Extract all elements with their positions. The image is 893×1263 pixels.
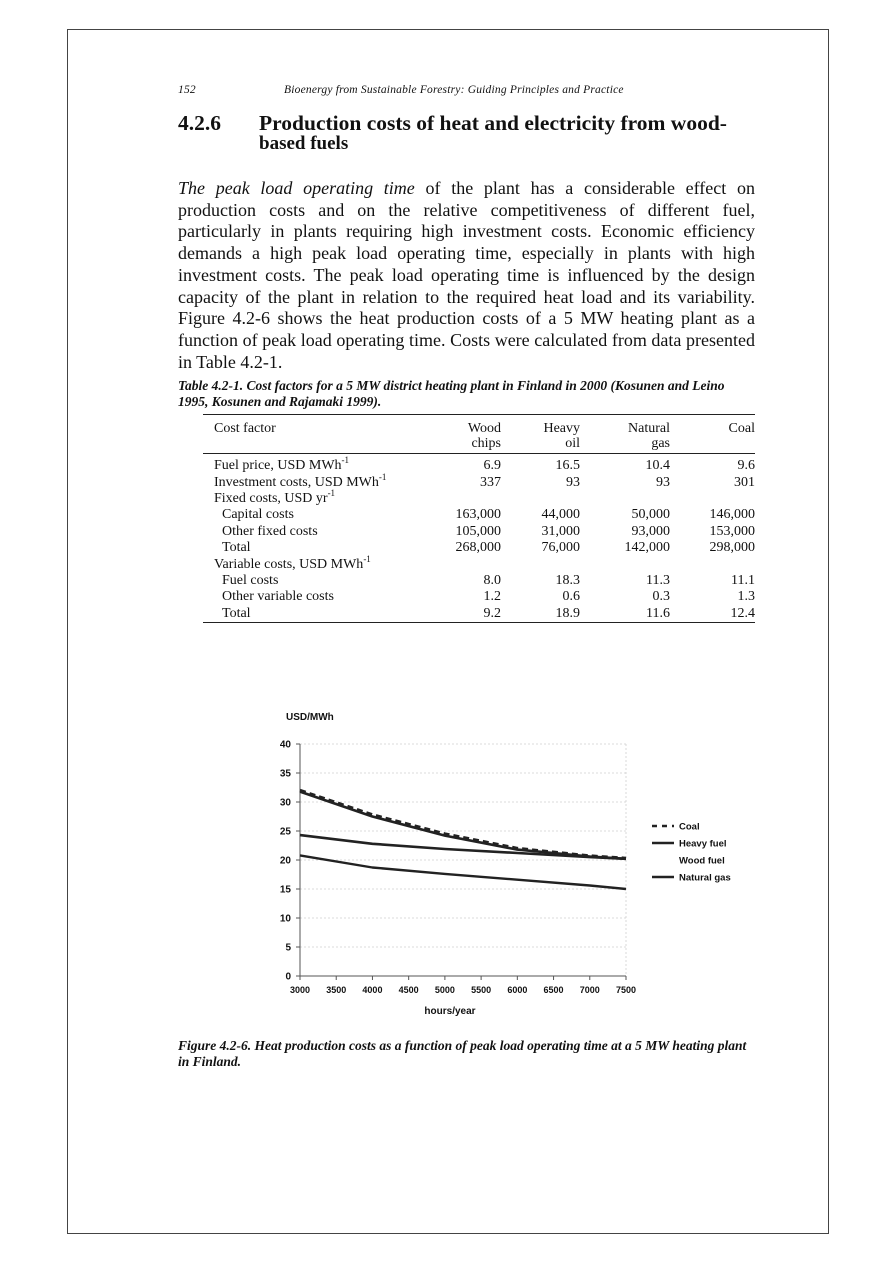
cost-factor-table (203, 414, 755, 623)
table-row: Total 268,000 76,000 142,000 298,000 (222, 540, 755, 556)
y-tick-label: 15 (279, 884, 291, 896)
header-heavy-oil: Heavy oil (501, 415, 580, 454)
x-tick-label: 3500 (326, 985, 347, 995)
table-row: Fixed costs, USD $yr^{-1}$ (214, 487, 336, 506)
y-axis-label: USD/MWh (286, 712, 334, 723)
y-tick-label: 5 (285, 942, 291, 954)
x-tick-label: 3000 (289, 985, 311, 995)
y-tick-label: 20 (279, 855, 291, 867)
table-row: Investment costs, USD MWh$^{-1}$ 337 93 93 301 (214, 471, 755, 490)
header-cost-factor: Cost factor (203, 415, 411, 454)
header-coal: Coal (670, 415, 755, 454)
x-tick-label: 4000 (362, 985, 383, 995)
table-row: Other variable costs 1.2 0.6 0.3 1.3 (222, 589, 755, 605)
y-tick-label: 25 (279, 826, 291, 838)
x-tick-label: 6000 (507, 985, 528, 995)
section-title (259, 113, 779, 154)
paragraph-text: of the plant has a considerable effect on production costs and on the relative competitiveness of different fuel, particularly in plants requiring high investment costs. Economic efficiency demands a high peak load operating time, especially in plants with high investment costs. The peak load operating time is influenced by the design capacity of the plant in relation to the required heat load and its variability. Figure 4.2-6 shows the heat production costs of a 5 MW heating plant as a function of peak load operating time. Costs were calculated from data presented in Table 4.2-1. (178, 178, 755, 372)
series-line-coal (300, 790, 626, 858)
page-number: 152 (178, 84, 196, 96)
header-natural-gas: Natural gas (580, 415, 670, 454)
y-tick-label: 10 (279, 913, 291, 925)
table-row: Other fixed costs 105,000 31,000 93,000 153,000 (222, 523, 755, 539)
x-tick-label: 4500 (398, 985, 419, 995)
table-row: Variable costs, USD MWh$^{-1}$ (214, 553, 371, 572)
book-title: Bioenergy from Sustainable Forestry: Guiding Principles and Practice (284, 84, 624, 96)
x-tick-label: 5500 (471, 985, 492, 995)
section-title-line2: based fuels (259, 133, 349, 154)
y-tick-label: 40 (279, 739, 291, 751)
legend-label: Coal (679, 821, 700, 833)
table-caption: Table 4.2-1. Cost factors for a 5 MW district heating plant in Finland in 2000 (Kosunen and Leino 1995, Kosunen and Rajamaki 1999). (178, 378, 725, 409)
figure-caption: Figure 4.2-6. Heat production costs as a function of peak load operating time at a 5 MW heating plant in Finland. (178, 1038, 747, 1069)
section-number: 4.2.6 (178, 111, 221, 135)
legend-label: Heavy fuel (679, 838, 727, 850)
table-row: Capital costs 163,000 44,000 50,000 146,000 (222, 507, 755, 523)
table-row: Fuel price, USD MWh$^{-1}$ 6.9 16.5 10.4 9.6 (214, 455, 755, 474)
y-tick-label: 0 (285, 971, 291, 983)
x-axis-label: hours/year (424, 1006, 476, 1017)
x-tick-label: 5000 (434, 985, 455, 995)
table-row: Total 9.2 18.9 11.6 12.4 (222, 605, 755, 621)
cost-chart (270, 700, 770, 1030)
table-row: Fuel costs 8.0 18.3 11.3 11.1 (222, 572, 755, 588)
x-tick-label: 7000 (579, 985, 600, 995)
y-tick-label: 30 (279, 797, 291, 809)
legend-label: Natural gas (679, 872, 731, 884)
body-paragraph (178, 178, 755, 373)
x-tick-label: 7500 (615, 985, 637, 995)
table-header-row (203, 415, 755, 454)
section-title-line1: Production costs of heat and electricity from wood- (259, 111, 727, 135)
x-tick-label: 6500 (543, 985, 564, 995)
header-wood-chips: Wood chips (411, 415, 501, 454)
y-tick-label: 35 (279, 768, 291, 780)
lead-italic-term: The peak load operating time (178, 178, 415, 198)
series-line-natural-gas (300, 855, 626, 889)
legend-label: Wood fuel (679, 855, 725, 867)
